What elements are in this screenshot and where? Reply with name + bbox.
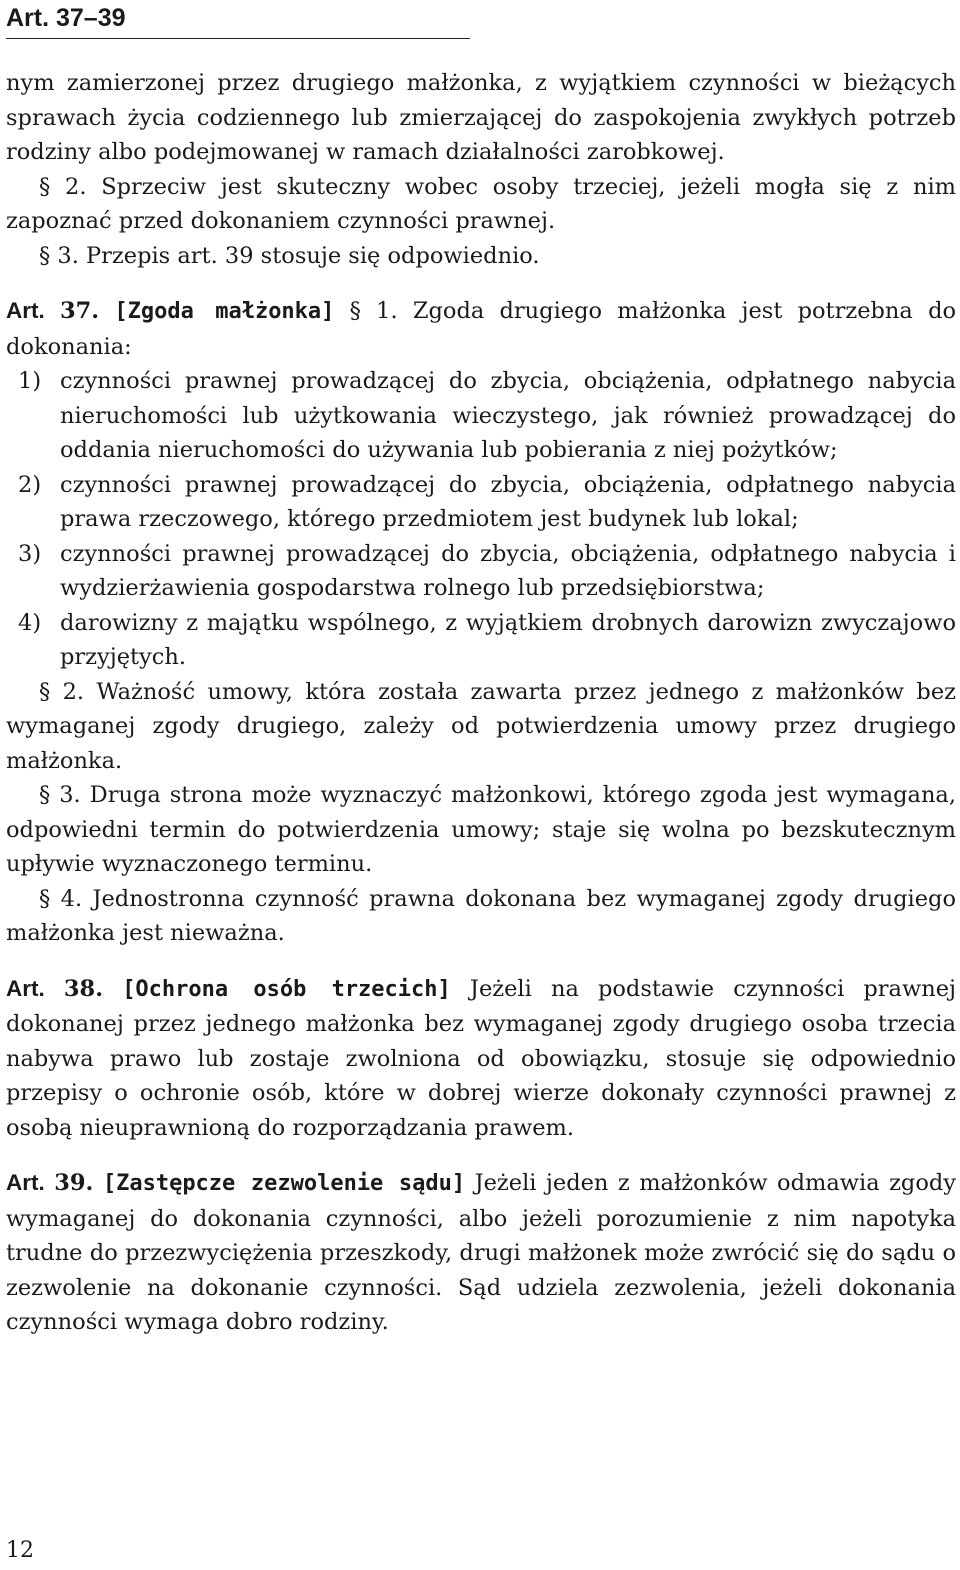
article-number: 38. <box>63 975 104 1002</box>
article-label: Art. <box>6 975 45 1001</box>
list-item-number: 2) <box>18 471 42 498</box>
article-title: [Zastępcze zezwolenie sądu] <box>102 1171 466 1196</box>
article-text: Jeżeli na podstawie czynności prawnej dokonanej przez jednego małżonka bez wymaganej zgody drugiego osoba trzecia nabywa prawo lub zostaje zwolniona od obowiązku, stosuje się odpowiednio przepisy o ochronie osób, które w dobrej wierze dokonały czynności prawnej z osobą nieuprawnioną do rozporządzania prawem. <box>6 975 957 1141</box>
running-head: Art. 37–39 <box>6 4 470 39</box>
list-item-number: 1) <box>18 368 42 394</box>
article-37-paragraph-4: § 4. Jednostronna czynność prawna dokonana bez wymaganej zgody drugiego małżonka jest nieważna. <box>6 885 956 946</box>
list-item <box>6 364 956 468</box>
list-item <box>6 537 956 606</box>
article-text: Jeżeli jeden z małżonków odmawia zgody wymaganej do dokonania czynności, albo jeżeli porozumienie z nim napotyka trudne do przezwyciężenia przeszkody, drugi małżonek może zwrócić się do sądu o zezwolenie na dokonanie czynności. Sąd udziela zezwolenia, jeżeli dokonania czynności wymaga dobro rodziny. <box>6 1170 956 1335</box>
page-body <box>6 66 956 1340</box>
list-item <box>6 606 956 675</box>
article-number: 39. <box>54 1170 94 1196</box>
list-item <box>6 468 956 537</box>
continuation-paragraph: nym zamierzonej przez drugiego małżonka, z wyjątkiem czynności w bieżących sprawach życia codziennego lub zmierzającej do zaspokojenia zwykłych potrzeb rodziny albo podejmowanej w ramach działalności zarobkowej. <box>6 70 956 165</box>
article-37-paragraph-2: § 2. Ważność umowy, która została zawarta przez jednego z małżonków bez wymaganej zgody drugiego, zależy od potwierdzenia umowy przez drugiego małżonka. <box>6 678 956 774</box>
list-item-text: czynności prawnej prowadzącej do zbycia, obciążenia, odpłatnego nabycia i wydzierżawienia gospodarstwa rolnego lub przedsiębiorstwa; <box>60 540 956 601</box>
list-item-text: darowizny z majątku wspólnego, z wyjątkiem drobnych darowizn zwyczajowo przyjętych. <box>60 609 956 670</box>
article-37-list <box>6 364 956 675</box>
article-37 <box>6 294 956 364</box>
article-number: 37. <box>60 298 100 324</box>
article-title: [Zgoda małżonka] <box>114 299 335 324</box>
paragraph-3: § 3. Przepis art. 39 stosuje się odpowiednio. <box>39 242 540 269</box>
article-intro: § 1. Zgoda drugiego małżonka jest potrzebna do dokonania: <box>6 298 957 360</box>
list-item-text: czynności prawnej prowadzącej do zbycia, obciążenia, odpłatnego nabycia nieruchomości lub użytkowania wieczystego, jak również prowadzącej do oddania nieruchomości do używania lub pobierania z niej pożytków; <box>60 368 956 463</box>
article-38 <box>6 972 956 1146</box>
article-label: Art. <box>6 298 45 323</box>
list-item-number: 3) <box>18 540 42 567</box>
list-item-number: 4) <box>18 609 42 636</box>
paragraph-2: § 2. Sprzeciw jest skuteczny wobec osoby trzeciej, jeżeli mogła się z nim zapoznać przed dokonaniem czynności prawnej. <box>6 173 956 234</box>
article-37-paragraph-3: § 3. Druga strona może wyznaczyć małżonkowi, którego zgoda jest wymagana, odpowiedni termin do potwierdzenia umowy; staje się wolna po bezskutecznym upływie wyznaczonego terminu. <box>6 782 956 877</box>
article-label: Art. <box>6 1170 45 1195</box>
page-number: 12 <box>6 1538 34 1563</box>
article-39 <box>6 1166 956 1340</box>
article-title: [Ochrona osób trzecich] <box>122 976 451 1002</box>
list-item-text: czynności prawnej prowadzącej do zbycia, obciążenia, odpłatnego nabycia prawa rzeczowego, którego przedmiotem jest budynek lub lokal; <box>60 471 956 532</box>
